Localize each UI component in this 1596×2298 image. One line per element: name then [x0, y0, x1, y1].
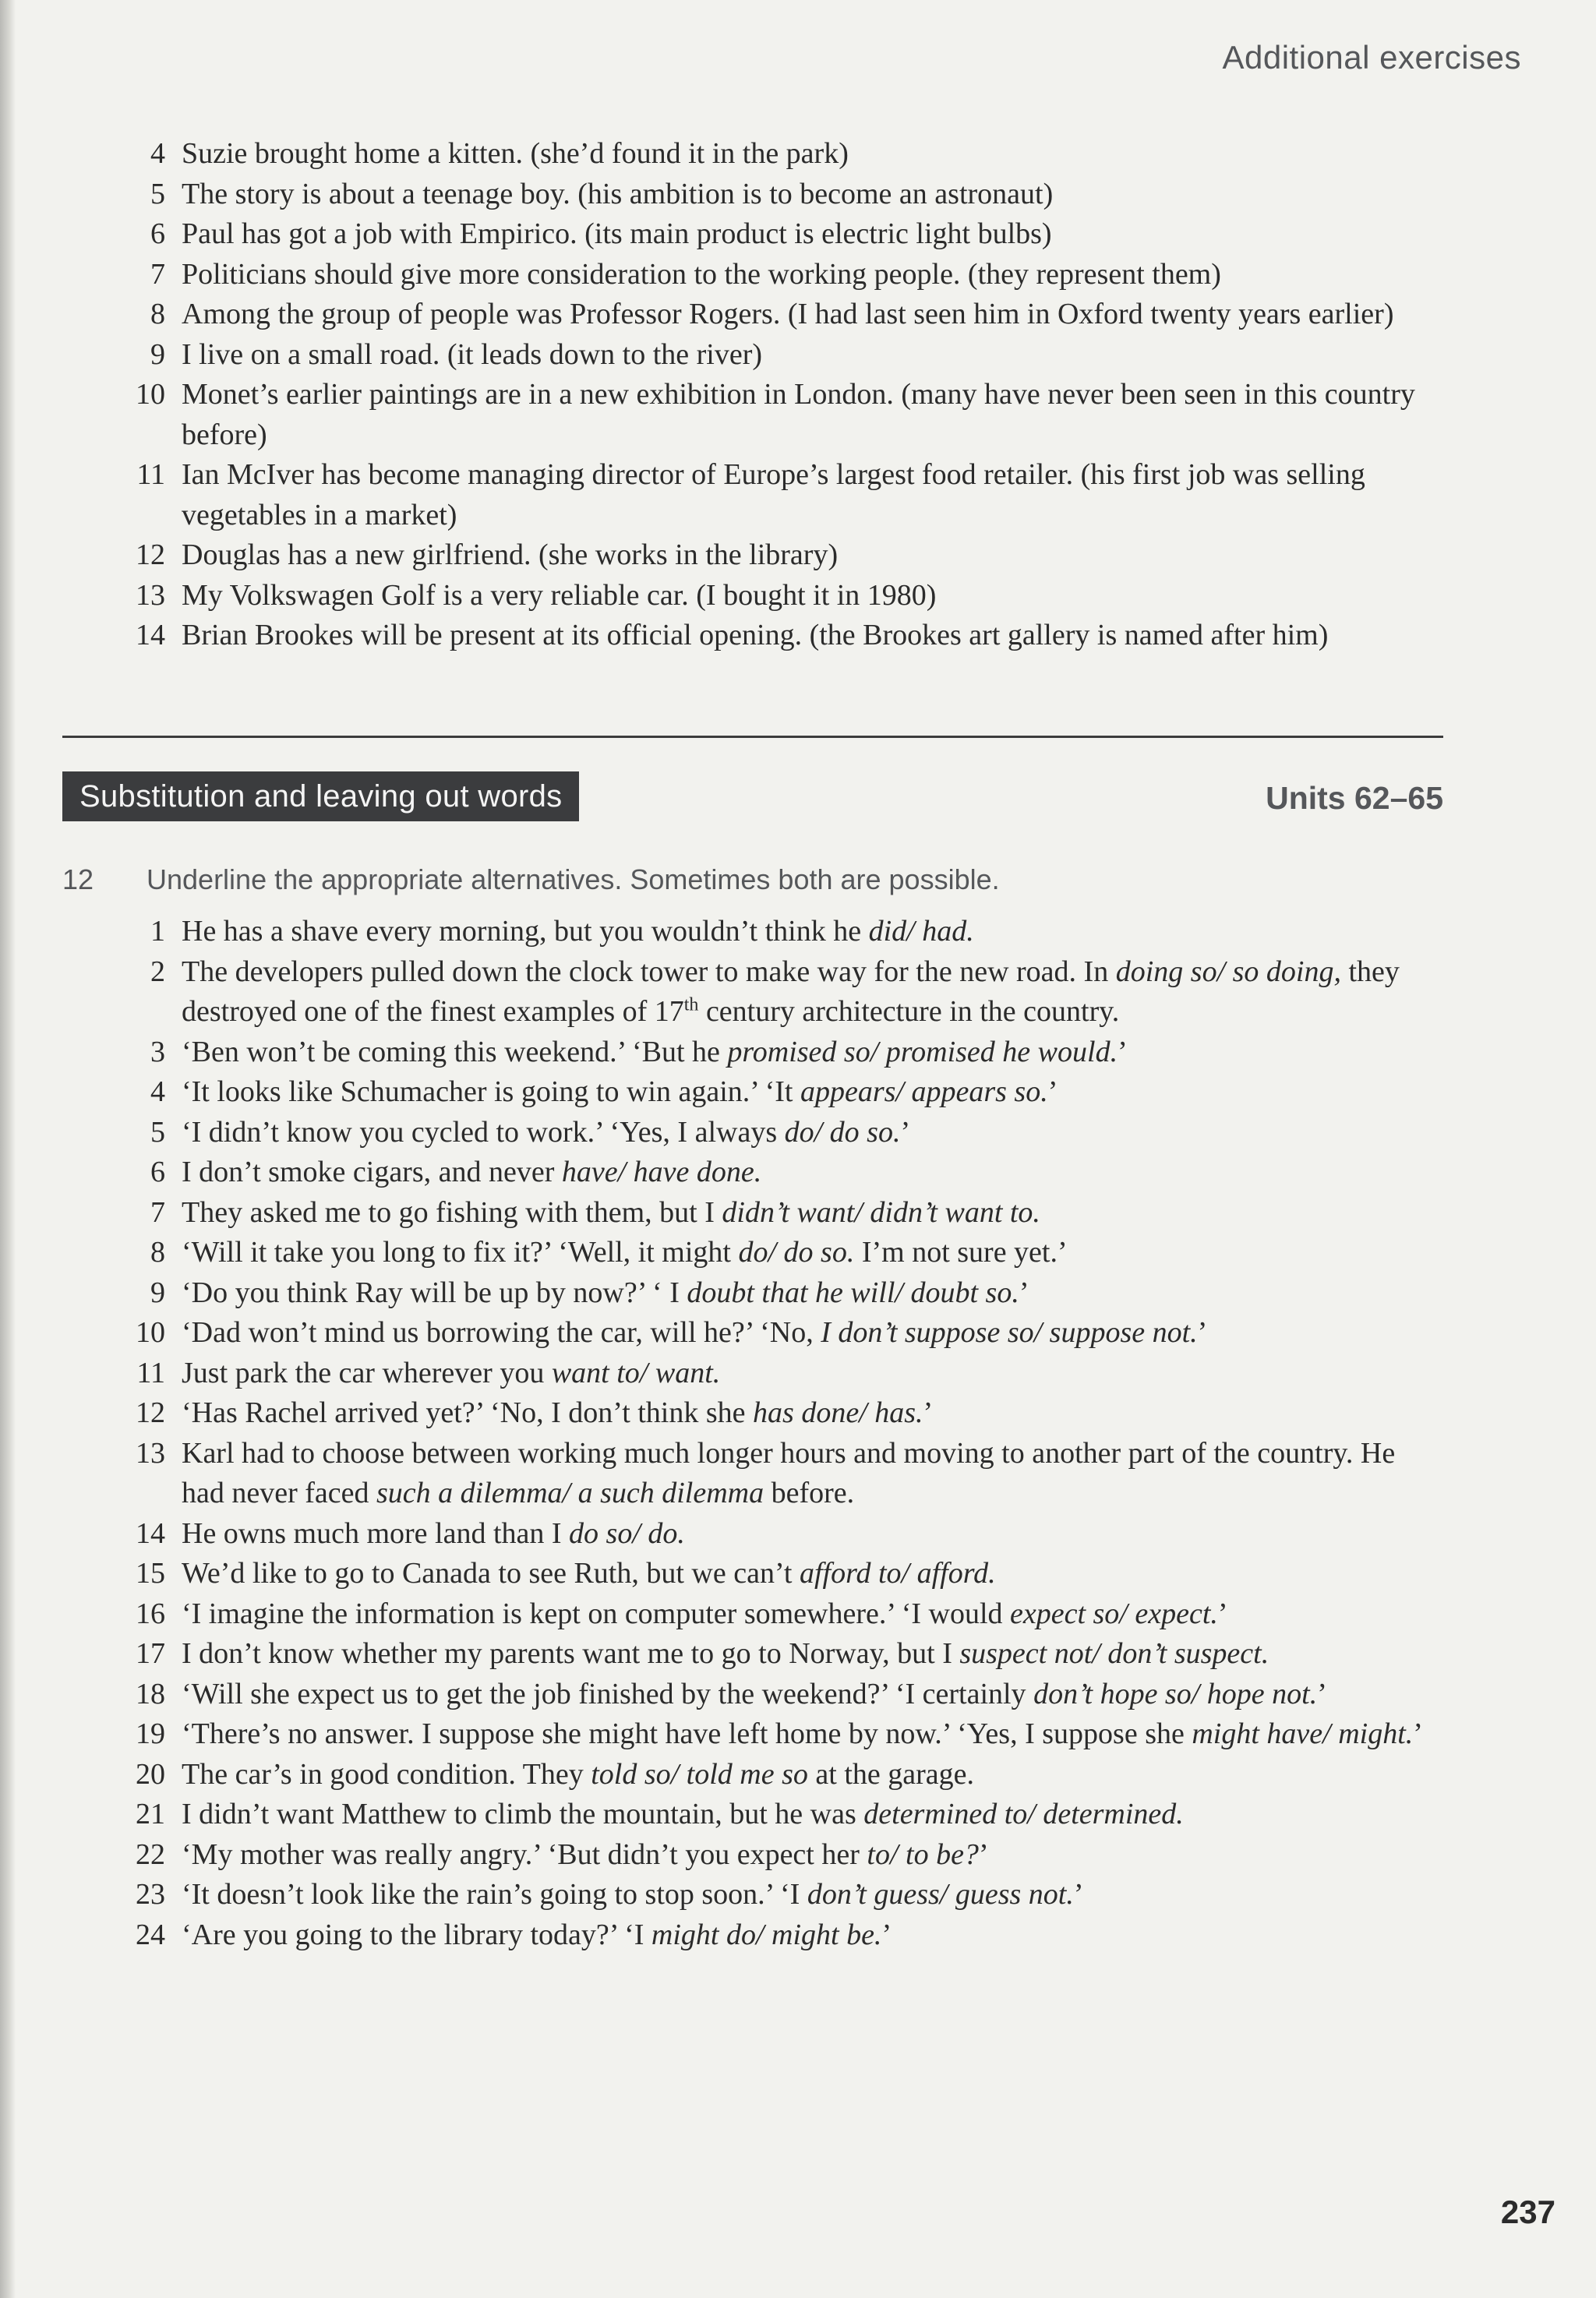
item-number: 7 [150, 1195, 165, 1229]
item-text: ‘I didn’t know you cycled to work.’ ‘Yes, I always [182, 1115, 785, 1149]
item-number: 6 [150, 217, 165, 250]
item-number: 10 [136, 1316, 165, 1349]
item-number: 19 [136, 1717, 165, 1750]
exercise-item [0, 1153, 1428, 1193]
item-number: 15 [136, 1557, 165, 1590]
item-number: 17 [136, 1637, 165, 1670]
item-text: ‘There’s no answer. I suppose she might have left home by now.’ ‘Yes, I suppose she [182, 1717, 1192, 1750]
item-text: The story is about a teenage boy. (his ambition is to become an astronaut) [182, 177, 1054, 210]
exercise-item [0, 535, 1428, 576]
item-number: 22 [136, 1837, 165, 1871]
answer-alternatives: such a dilemma/ a such dilemma [376, 1477, 764, 1509]
section-divider [62, 736, 1443, 738]
item-text: Paul has got a job with Empirico. (its main product is electric light bulbs) [182, 217, 1052, 250]
answer-alternatives: I don’t suppose so/ suppose not. [821, 1316, 1198, 1349]
answer-alternatives: to/ to be? [867, 1837, 979, 1871]
item-text: Suzie brought home a kitten. (she’d found it in the park) [182, 137, 849, 170]
exercise-item [0, 1072, 1428, 1113]
page-number: 237 [1500, 2194, 1555, 2230]
exercise-item [0, 952, 1428, 1033]
item-text: Brian Brookes will be present at its official opening. (the Brookes art gallery is named after him) [182, 619, 1329, 651]
exercise-item [0, 255, 1428, 295]
item-text: We’d like to go to Canada to see Ruth, but we can’t [182, 1557, 800, 1590]
exercise-item [0, 1675, 1428, 1715]
item-text: ‘My mother was really angry.’ ‘But didn’t you expect her [182, 1837, 867, 1871]
item-number: 5 [150, 177, 165, 210]
answer-alternatives: has done/ has. [753, 1396, 923, 1429]
item-number: 10 [136, 378, 165, 411]
answer-alternatives: do/ do so. [784, 1115, 901, 1149]
item-text: Ian McIver has become managing director of Europe’s largest food retailer. (his first job was selling vegetables in a market) [182, 458, 1365, 531]
item-text: ’ [1217, 1597, 1228, 1630]
exercise-item [0, 1273, 1428, 1314]
answer-alternatives: suspect not/ don’t suspect. [959, 1637, 1269, 1670]
exercise-item [0, 1714, 1428, 1755]
item-number: 18 [136, 1677, 165, 1710]
exercise-12-list [0, 912, 1428, 1955]
item-number: 8 [150, 298, 165, 330]
exercise-item [0, 912, 1428, 952]
item-number: 1 [150, 915, 165, 948]
exercise-item [0, 1514, 1428, 1555]
item-text: He has a shave every morning, but you wouldn’t think he [182, 915, 869, 948]
exercise-item [0, 455, 1428, 535]
exercise-item [0, 1393, 1428, 1434]
item-text: ‘It looks like Schumacher is going to win again.’ ‘It [182, 1075, 800, 1108]
answer-alternatives: appears/ appears so. [800, 1075, 1048, 1108]
item-text: ‘Has Rachel arrived yet?’ ‘No, I don’t think she [182, 1396, 754, 1429]
exercise-item [0, 1193, 1428, 1234]
item-text: The car’s in good condition. They [182, 1757, 591, 1791]
answer-alternatives: expect so/ expect. [1010, 1597, 1218, 1630]
item-text: ‘I imagine the information is kept on computer somewhere.’ ‘I would [182, 1597, 1010, 1630]
item-text: Douglas has a new girlfriend. (she works in the library) [182, 538, 839, 571]
exercise-item [0, 1554, 1428, 1594]
item-text: He owns much more land than I [182, 1516, 570, 1550]
continued-exercise-list [0, 134, 1428, 656]
item-number: 14 [136, 1516, 165, 1550]
item-text: They asked me to go fishing with them, but I [182, 1195, 722, 1229]
exercise-item [0, 295, 1428, 335]
exercise-item [0, 1875, 1428, 1915]
answer-alternatives: don’t guess/ guess not. [807, 1878, 1074, 1911]
exercise-item [0, 576, 1428, 616]
item-text: Monet’s earlier paintings are in a new exhibition in London. (many have never been seen in this country before) [182, 378, 1415, 451]
item-text: I live on a small road. (it leads down to the river) [182, 337, 763, 371]
item-number: 6 [150, 1156, 165, 1188]
units-reference: Units 62–65 [1266, 780, 1443, 816]
item-number: 16 [136, 1597, 165, 1630]
exercise-item [0, 175, 1428, 215]
item-text: Politicians should give more consideration to the working people. (they represent them) [182, 257, 1221, 291]
exercise-item [0, 1835, 1428, 1876]
item-number: 4 [150, 137, 165, 170]
item-text: ’ [1019, 1276, 1029, 1309]
item-number: 24 [136, 1918, 165, 1951]
item-text: ’ [1317, 1677, 1327, 1710]
item-text: they destroyed one of the finest examples of 17 [182, 955, 1400, 1028]
item-number: 21 [136, 1798, 165, 1830]
exercise-item [0, 1233, 1428, 1273]
item-number: 11 [136, 458, 165, 491]
answer-alternatives: afford to/ afford. [800, 1557, 996, 1590]
item-text: ‘Do you think Ray will be up by now?’ ‘ I [182, 1276, 687, 1309]
exercise-item [0, 214, 1428, 255]
item-text: ’ [1197, 1316, 1208, 1349]
item-number: 8 [150, 1236, 165, 1269]
item-text: century architecture in the country. [698, 995, 1120, 1028]
item-text: before. [764, 1477, 855, 1509]
item-text: ‘Are you going to the library today?’ ‘I [182, 1918, 651, 1951]
answer-alternatives: might have/ might. [1192, 1717, 1414, 1750]
exercise-item [0, 375, 1428, 455]
item-text: ’ [1073, 1878, 1084, 1911]
item-text: at the garage. [807, 1757, 975, 1791]
item-text: Among the group of people was Professor Rogers. (I had last seen him in Oxford twenty years earlier) [182, 298, 1394, 330]
item-number: 4 [150, 1075, 165, 1108]
item-text: I’m not sure yet.’ [854, 1236, 1068, 1269]
answer-alternatives: didn’t want/ didn’t want to. [722, 1195, 1040, 1229]
item-text: ’ [923, 1396, 934, 1429]
item-number: 13 [136, 578, 165, 612]
item-number: 5 [150, 1115, 165, 1149]
item-text: ‘Will it take you long to fix it?’ ‘Well, it might [182, 1236, 739, 1269]
answer-alternatives: did/ had. [868, 915, 974, 948]
item-text: ‘Dad won’t mind us borrowing the car, will he?’ ‘No, [182, 1316, 821, 1349]
exercise-item [0, 1113, 1428, 1153]
answer-alternatives: doubt that he will/ doubt so. [687, 1276, 1019, 1309]
item-number: 13 [136, 1436, 165, 1470]
item-number: 3 [150, 1035, 165, 1068]
item-number: 9 [150, 337, 165, 371]
item-number: 2 [150, 955, 165, 988]
answer-alternatives: don’t hope so/ hope not. [1033, 1677, 1318, 1710]
section-heading: Substitution and leaving out words [62, 771, 579, 821]
item-text: Just park the car wherever you [182, 1356, 552, 1389]
exercise-item [0, 134, 1428, 175]
answer-alternatives: doing so/ so doing, [1115, 955, 1341, 988]
exercise-item [0, 1434, 1428, 1514]
exercise-item [0, 1033, 1428, 1073]
answer-alternatives: promised so/ promised he would. [727, 1035, 1118, 1068]
item-text: ’ [978, 1837, 989, 1871]
exercise-item [0, 616, 1428, 656]
item-text: ’ [1118, 1035, 1128, 1068]
answer-alternatives: want to/ want. [551, 1356, 721, 1389]
exercise-instruction: Underline the appropriate alternatives. Sometimes both are possible. [147, 863, 1000, 895]
item-text: I didn’t want Matthew to climb the mountain, but he was [182, 1798, 864, 1830]
item-text: I don’t smoke cigars, and never [182, 1156, 562, 1188]
answer-alternatives: determined to/ determined. [863, 1798, 1184, 1830]
answer-alternatives: do so/ do. [569, 1516, 685, 1550]
running-head: Additional exercises [1222, 39, 1521, 76]
exercise-item [0, 1313, 1428, 1354]
item-number: 12 [136, 1396, 165, 1429]
item-number: 23 [136, 1878, 165, 1911]
exercise-item [0, 1594, 1428, 1635]
answer-alternatives: do/ do so. [738, 1236, 855, 1269]
item-number: 11 [136, 1356, 165, 1389]
superscript: th [683, 994, 699, 1015]
answer-alternatives: might do/ might be. [651, 1918, 882, 1951]
exercise-number: 12 [62, 863, 94, 895]
exercise-item [0, 1795, 1428, 1835]
answer-alternatives: told so/ told me so [591, 1757, 808, 1791]
exercise-item [0, 1354, 1428, 1394]
answer-alternatives: have/ have done. [561, 1156, 762, 1188]
item-text: ’ [881, 1918, 892, 1951]
exercise-item [0, 1755, 1428, 1795]
exercise-item [0, 1915, 1428, 1956]
item-text: ’ [900, 1115, 911, 1149]
item-text: I don’t know whether my parents want me to go to Norway, but I [182, 1637, 960, 1670]
item-text: ‘Will she expect us to get the job finished by the weekend?’ ‘I certainly [182, 1677, 1034, 1710]
item-text: My Volkswagen Golf is a very reliable car. (I bought it in 1980) [182, 578, 937, 612]
exercise-item [0, 335, 1428, 376]
exercise-item [0, 1634, 1428, 1675]
item-number: 12 [136, 538, 165, 571]
item-number: 14 [136, 619, 165, 651]
item-text: Karl had to choose between working much longer hours and moving to another part of the country. He had never faced [182, 1436, 1396, 1509]
item-number: 20 [136, 1757, 165, 1791]
item-text: ‘Ben won’t be coming this weekend.’ ‘But he [182, 1035, 728, 1068]
item-number: 9 [150, 1276, 165, 1309]
item-text: ’ [1047, 1075, 1058, 1108]
item-text: ’ [1413, 1717, 1423, 1750]
item-text: The developers pulled down the clock tower to make way for the new road. In [182, 955, 1116, 988]
item-number: 7 [150, 257, 165, 291]
item-text: ‘It doesn’t look like the rain’s going to stop soon.’ ‘I [182, 1878, 807, 1911]
